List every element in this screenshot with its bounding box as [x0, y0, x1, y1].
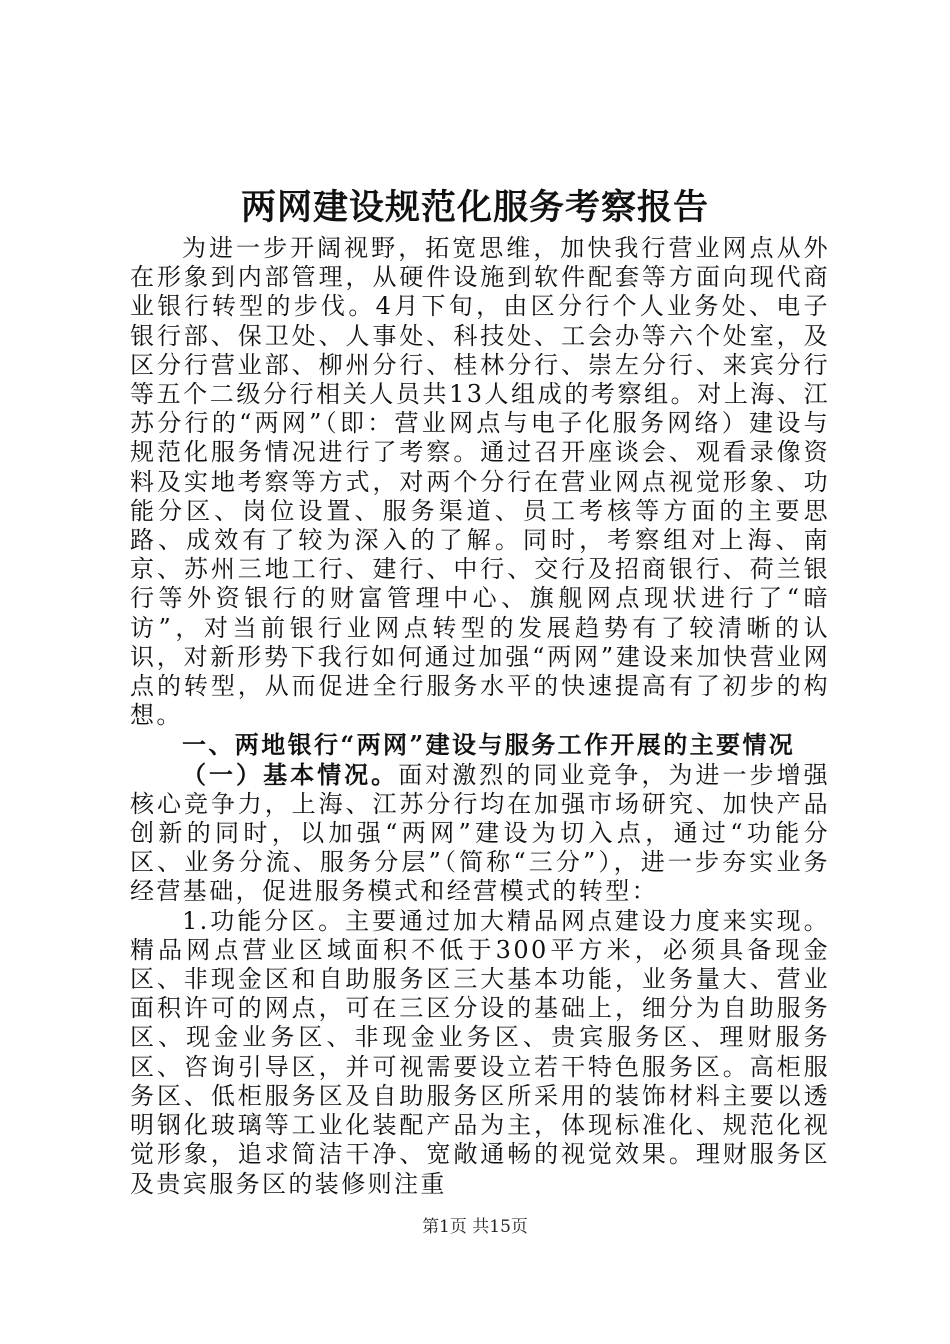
functional-zoning-paragraph: 1.功能分区。主要通过加大精品网点建设力度来实现。精品网点营业区域面积不低于300平方米，必须具备现金区、非现金区和自助服务区三大基本功能，业务量大、营业面积许可的网点，可在三区分设的基础上，细分为自助服务区、现金业务区、非现金业务区、贵宾服务区、理财服务区、咨询引导区，并可视需要设立若干特色服务区。高柜服务区、低柜服务区及自助服务区所采用的装饰材料主要以透明钢化玻璃等工业化装配产品为主，体现标准化、规范化视觉形象，追求简洁干净、宽敞通畅的视觉效果。理财服务区及贵宾服务区的装修则注重: [130, 906, 830, 1198]
section-heading: 一、两地银行“两网”建设与服务工作开展的主要情况: [182, 730, 796, 760]
subsection-paragraph: [130, 760, 830, 907]
page-number-footer: 第1页 共15页: [422, 1217, 528, 1237]
subsection-label: （一）基本情况。: [182, 759, 399, 789]
page-title: 两网建设规范化服务考察报告: [240, 187, 709, 228]
subsection-text: 面对激烈的同业竞争，为进一步增强核心竞争力，上海、江苏分行均在加强市场研究、加快产品创新的同时，以加强“两网”建设为切入点，通过“功能分区、业务分流、服务分层”（简称“三分”），进一步夯实业务经营基础，促进服务模式和经营模式的转型：: [130, 760, 831, 906]
intro-paragraph: 为进一步开阔视野，拓宽思维，加快我行营业网点从外在形象到内部管理，从硬件设施到软件配套等方面向现代商业银行转型的步伐。4月下旬，由区分行个人业务处、电子银行部、保卫处、人事处、科技处、工会办等六个处室，及区分行营业部、柳州分行、桂林分行、崇左分行、来宾分行等五个二级分行相关人员共13人组成的考察组。对上海、江苏分行的“两网”（即：营业网点与电子化服务网络）建设与规范化服务情况进行了考察。通过召开座谈会、观看录像资料及实地考察等方式，对两个分行在营业网点视觉形象、功能分区、岗位设置、服务渠道、员工考核等方面的主要思路、成效有了较为深入的了解。同时，考察组对上海、南京、苏州三地工行、建行、中行、交行及招商银行、荷兰银行等外资银行的财富管理中心、旗舰网点现状进行了“暗访”，对当前银行业网点转型的发展趋势有了较清晰的认识，对新形势下我行如何通过加强“两网”建设来加快营业网点的转型，从而促进全行服务水平的快速提高有了初步的构想。: [130, 234, 830, 730]
document-body: [130, 234, 830, 1199]
